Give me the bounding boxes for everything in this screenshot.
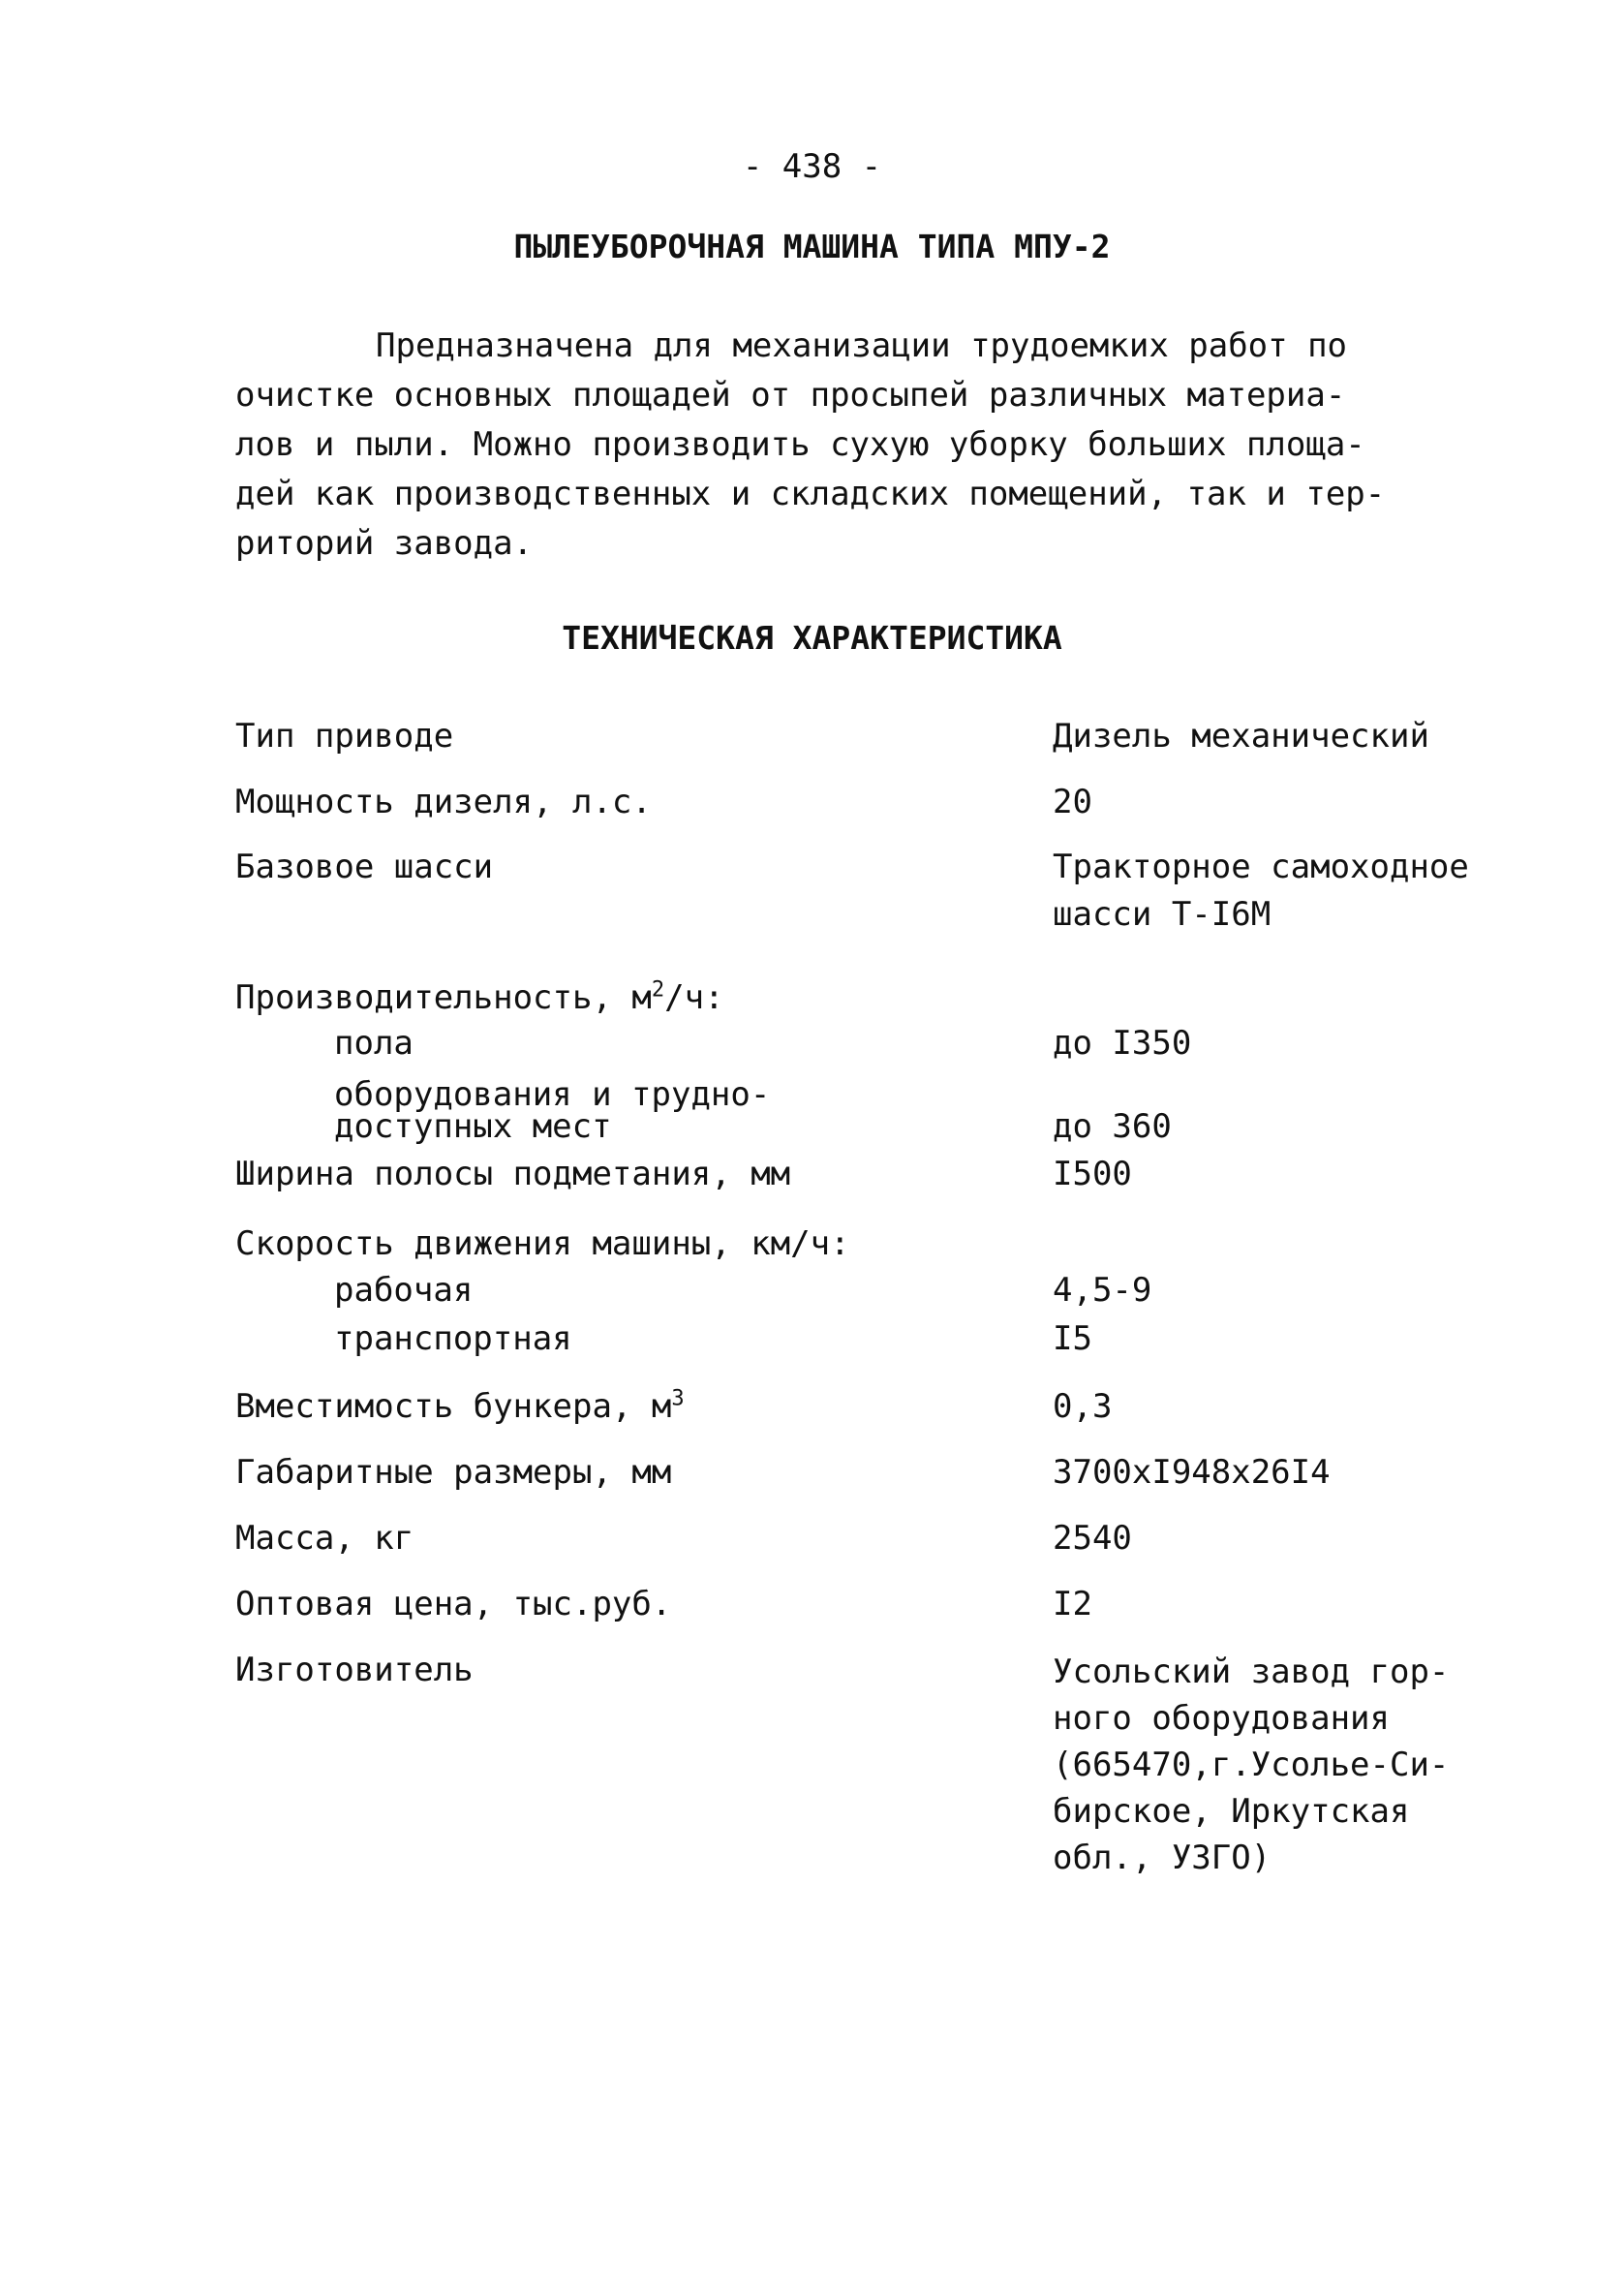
bunker-label-superscript: 3 bbox=[671, 1386, 685, 1411]
description-line: очистке основных площадей от просыпей различных материа- bbox=[235, 376, 1346, 415]
document-title: ПЫЛЕУБОРОЧНАЯ МАШИНА ТИПА МПУ-2 bbox=[513, 228, 1111, 265]
spec-label-dimensions: Габаритные размеры, мм bbox=[235, 1453, 672, 1492]
description-paragraph bbox=[235, 322, 1426, 569]
spec-value-mass: 2540 bbox=[1053, 1519, 1132, 1558]
bunker-label-text: Вместимость бункера, м bbox=[235, 1387, 672, 1426]
spec-label-speed-transport: транспортная bbox=[334, 1319, 572, 1358]
spec-value-manufacturer-line: ного оборудования bbox=[1053, 1699, 1390, 1738]
productivity-label-unit: /ч: bbox=[664, 978, 724, 1017]
spec-value-manufacturer-line: (665470,г.Усолье-Си- bbox=[1053, 1746, 1450, 1784]
spec-label-productivity bbox=[235, 976, 724, 1019]
spec-value-speed-work: 4,5-9 bbox=[1053, 1271, 1152, 1310]
spec-value-speed-transport: I5 bbox=[1053, 1319, 1092, 1358]
spec-label-productivity-equipment-line2: доступных мест bbox=[334, 1107, 612, 1146]
spec-label-chassis: Базовое шасси bbox=[235, 848, 494, 886]
spec-label-manufacturer: Изготовитель bbox=[235, 1651, 474, 1689]
spec-label-power: Мощность дизеля, л.с. bbox=[235, 783, 652, 821]
spec-label-drive: Тип приводе bbox=[235, 717, 454, 756]
spec-value-productivity-floor: до I350 bbox=[1053, 1024, 1192, 1063]
spec-label-productivity-floor: пола bbox=[334, 1024, 414, 1063]
spec-value-manufacturer-line: бирское, Иркутская bbox=[1053, 1792, 1410, 1831]
spec-label-bunker bbox=[235, 1385, 685, 1428]
spec-value-manufacturer-line: обл., УЗГО) bbox=[1053, 1839, 1272, 1877]
spec-value-bunker: 0,3 bbox=[1053, 1387, 1113, 1426]
spec-label-price: Оптовая цена, тыс.руб. bbox=[235, 1585, 672, 1623]
spec-value-productivity-equipment: до 360 bbox=[1053, 1107, 1172, 1146]
description-line: дей как производственных и складских помещений, так и тер- bbox=[235, 475, 1386, 513]
page-number: - 438 - bbox=[742, 147, 882, 186]
spec-value-chassis-line1: Тракторное самоходное bbox=[1053, 848, 1469, 886]
description-line: риторий завода. bbox=[235, 524, 534, 563]
productivity-label-text: Производительность, м bbox=[235, 978, 652, 1017]
spec-label-speed: Скорость движения машины, км/ч: bbox=[235, 1224, 850, 1263]
spec-value-width: I500 bbox=[1053, 1155, 1132, 1193]
spec-value-power: 20 bbox=[1053, 783, 1092, 821]
spec-value-dimensions: 3700xI948x26I4 bbox=[1053, 1453, 1331, 1492]
spec-label-productivity-equipment-line1: оборудования и трудно- bbox=[334, 1075, 771, 1114]
productivity-label-superscript: 2 bbox=[651, 977, 665, 1003]
spec-value-drive: Дизель механический bbox=[1053, 717, 1429, 756]
description-line: лов и пыли. Можно производить сухую уборку больших площа- bbox=[235, 425, 1365, 464]
spec-value-chassis-line2: шасси Т-I6M bbox=[1053, 895, 1272, 934]
spec-value-manufacturer-line: Усольский завод гор- bbox=[1053, 1653, 1450, 1691]
spec-label-speed-work: рабочая bbox=[334, 1271, 474, 1310]
spec-value-price: I2 bbox=[1053, 1585, 1092, 1623]
description-line: Предназначена для механизации трудоемких работ по bbox=[376, 326, 1348, 365]
spec-label-mass: Масса, кг bbox=[235, 1519, 414, 1558]
spec-heading: ТЕХНИЧЕСКАЯ ХАРАКТЕРИСТИКА bbox=[562, 619, 1062, 657]
spec-label-width: Ширина полосы подметания, мм bbox=[235, 1155, 791, 1193]
